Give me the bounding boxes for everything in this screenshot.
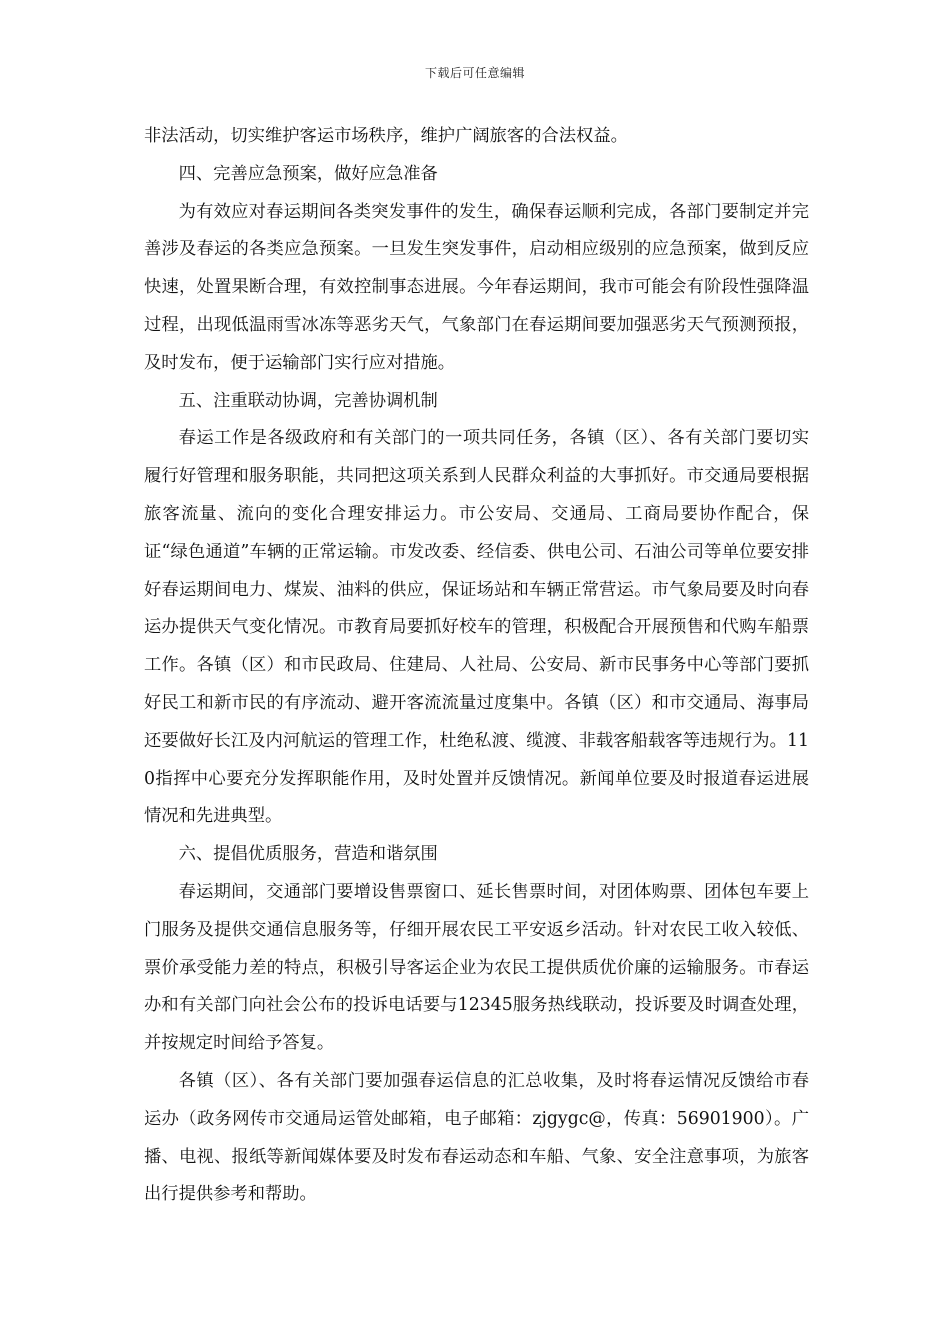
section-heading: 六、提倡优质服务，营造和谐氛围 <box>178 844 438 865</box>
paragraph: 各镇（区）、各有关部门要加强春运信息的汇总收集，及时将春运情况反馈给市春运办（政务网传市交通局运管处邮箱，电子邮箱：zjgygc@，传真：56901900）。广播、电视、报纸等新闻媒体要及时发布春运动态和车船、气象、安全注意事项，为旅客出行提供参考和帮助。 <box>144 1070 809 1205</box>
paragraph: 为有效应对春运期间各类突发事件的发生，确保春运顺利完成，各部门要制定并完善涉及春运的各类应急预案。一旦发生突发事件，启动相应级别的应急预案，做到反应快速，处置果断合理，有效控制事态进展。今年春运期间，我市可能会有阶段性强降温过程，出现低温雨雪冰冻等恶劣天气，气象部门在春运期间要加强恶劣天气预测预报，及时发布，便于运输部门实行应对措施。 <box>144 201 809 373</box>
section-heading: 四、完善应急预案，做好应急准备 <box>178 163 438 184</box>
section-heading: 五、注重联动协调，完善协调机制 <box>178 390 438 411</box>
page-header: 下载后可任意编辑 <box>424 66 525 80</box>
paragraph: 春运期间，交通部门要增设售票窗口、延长售票时间，对团体购票、团体包车要上门服务及提供交通信息服务等，仔细开展农民工平安返乡活动。针对农民工收入较低、票价承受能力差的特点，积极引导客运企业为农民工提供质优价廉的运输服务。市春运办和有关部门向社会公布的投诉电话要与12345服务热线联动，投诉要及时调查处理，并按规定时间给予答复。 <box>144 881 809 1054</box>
paragraph: 非法活动，切实维护客运市场秩序，维护广阔旅客的合法权益。 <box>144 126 628 146</box>
paragraph: 春运工作是各级政府和有关部门的一项共同任务，各镇（区）、各有关部门要切实履行好管理和服务职能，共同把这项关系到人民群众利益的大事抓好。市交通局要根据旅客流量、流向的变化合理安排运力。市公安局、交通局、工商局要协作配合，保证“绿色通道”车辆的正常运输。市发改委、经信委、供电公司、石油公司等单位要安排好春运期间电力、煤炭、油料的供应，保证场站和车辆正常营运。市气象局要及时向春运办提供天气变化情况。市教育局要抓好校车的管理，积极配合开展预售和代购车船票工作。各镇（区）和市民政局、住建局、人社局、公安局、新市民事务中心等部门要抓好民工和新市民的有序流动、避开客流流量过度集中。各镇（区）和市交通局、海事局还要做好长江及内河航运的管理工作，杜绝私渡、缆渡、非载客船载客等违规行为。110指挥中心要充分发挥职能作用，及时处置并反馈情况。新闻单位要及时报道春运进展情况和先进典型。 <box>144 428 809 827</box>
document-body <box>144 118 809 1214</box>
